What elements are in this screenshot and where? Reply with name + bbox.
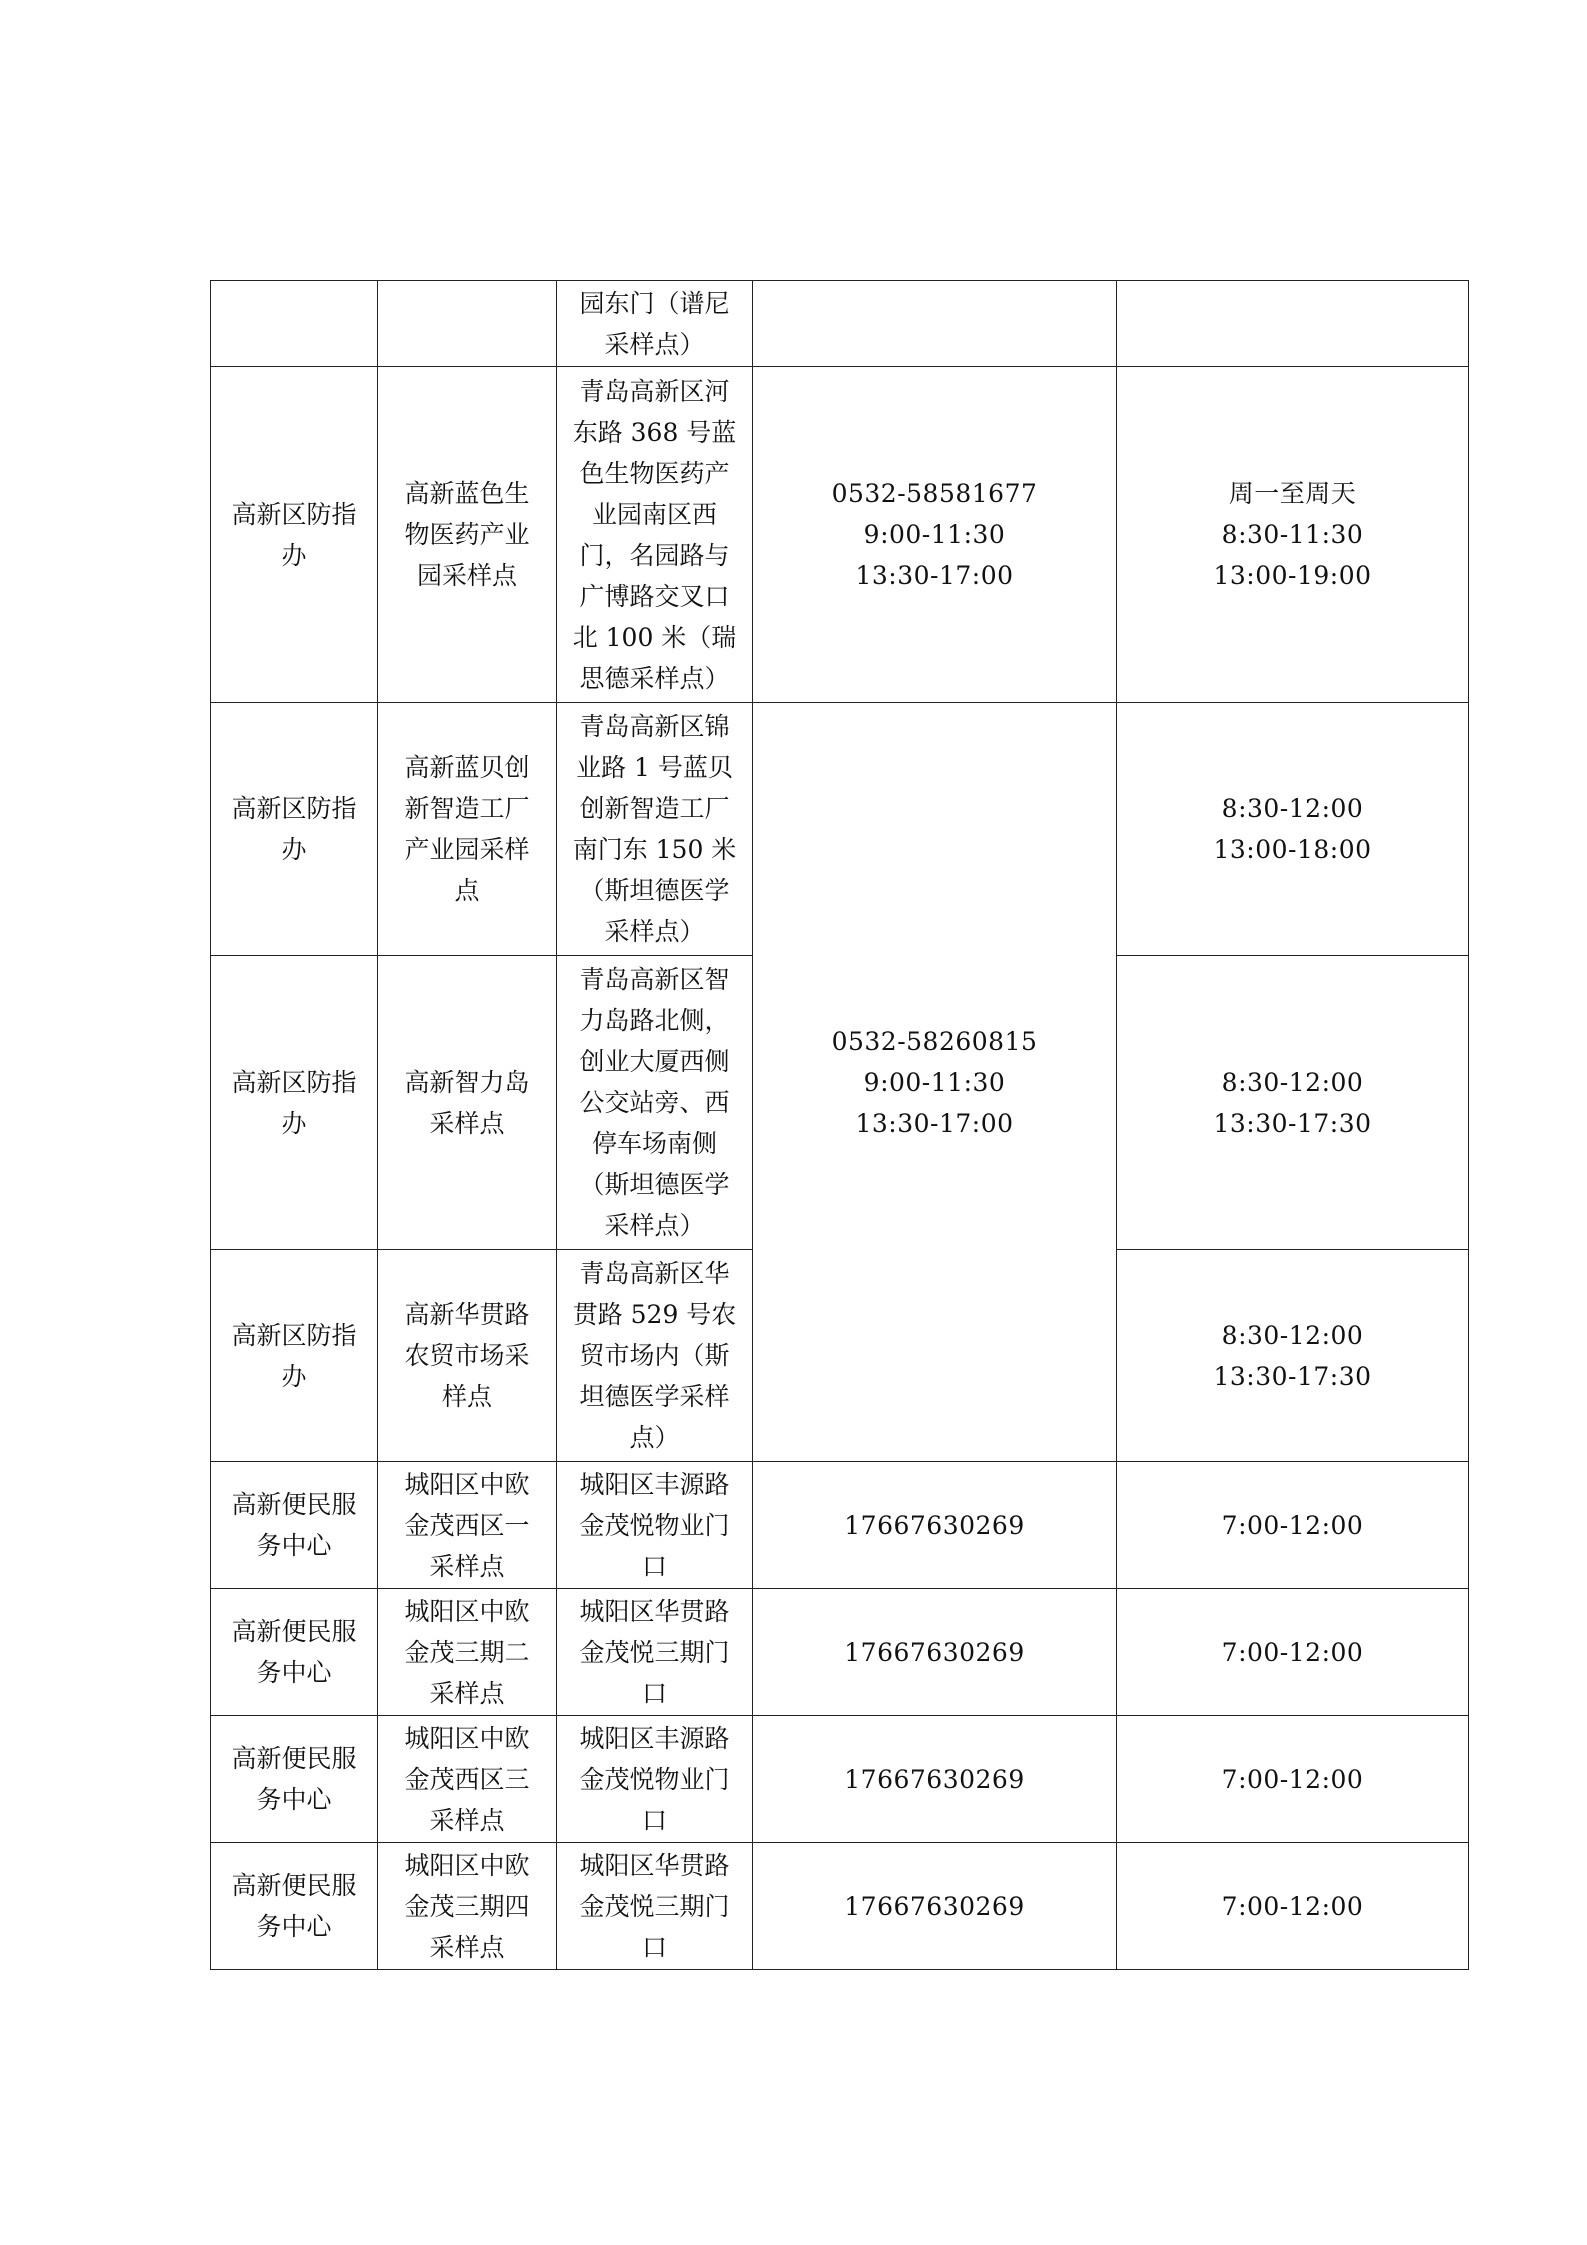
site-name-cell: 城阳区中欧 金茂三期四 采样点 [378, 1843, 557, 1970]
org-cell: 高新区防指 办 [211, 1250, 378, 1462]
phone-cell [753, 281, 1117, 367]
hours-cell: 8:30-12:00 13:00-18:00 [1117, 703, 1469, 956]
hours-cell: 7:00-12:00 [1117, 1589, 1469, 1716]
phone-cell: 17667630269 [753, 1716, 1117, 1843]
address-cell: 青岛高新区华 贯路 529 号农 贸市场内（斯 坦德医学采样 点） [557, 1250, 753, 1462]
sampling-sites-table [210, 280, 1469, 1970]
phone-cell: 17667630269 [753, 1843, 1117, 1970]
phone-cell: 17667630269 [753, 1589, 1117, 1716]
table-row [211, 1716, 1469, 1843]
org-cell: 高新区防指 办 [211, 956, 378, 1250]
site-name-cell: 城阳区中欧 金茂西区三 采样点 [378, 1716, 557, 1843]
site-name-cell: 城阳区中欧 金茂西区一 采样点 [378, 1462, 557, 1589]
address-cell: 园东门（谱尼 采样点） [557, 281, 753, 367]
site-name-cell: 高新蓝色生 物医药产业 园采样点 [378, 367, 557, 703]
address-cell: 青岛高新区智 力岛路北侧， 创业大厦西侧 公交站旁、西 停车场南侧 （斯坦德医学 采样点） [557, 956, 753, 1250]
hours-cell: 周一至周天 8:30-11:30 13:00-19:00 [1117, 367, 1469, 703]
site-name-cell: 高新华贯路 农贸市场采 样点 [378, 1250, 557, 1462]
org-cell: 高新便民服 务中心 [211, 1843, 378, 1970]
address-cell: 城阳区丰源路 金茂悦物业门 口 [557, 1462, 753, 1589]
address-cell: 城阳区华贯路 金茂悦三期门 口 [557, 1589, 753, 1716]
table-row [211, 1589, 1469, 1716]
phone-cell: 0532-58260815 9:00-11:30 13:30-17:00 [753, 703, 1117, 1462]
site-name-cell: 高新蓝贝创 新智造工厂 产业园采样 点 [378, 703, 557, 956]
address-cell: 青岛高新区锦 业路 1 号蓝贝 创新智造工厂 南门东 150 米 （斯坦德医学 采样点） [557, 703, 753, 956]
address-cell: 城阳区丰源路 金茂悦物业门 口 [557, 1716, 753, 1843]
site-name-cell [378, 281, 557, 367]
org-cell: 高新便民服 务中心 [211, 1716, 378, 1843]
table-row [211, 367, 1469, 703]
hours-cell: 8:30-12:00 13:30-17:30 [1117, 1250, 1469, 1462]
address-cell: 城阳区华贯路 金茂悦三期门 口 [557, 1843, 753, 1970]
site-name-cell: 高新智力岛 采样点 [378, 956, 557, 1250]
table-row [211, 1843, 1469, 1970]
org-cell: 高新区防指 办 [211, 367, 378, 703]
phone-cell: 17667630269 [753, 1462, 1117, 1589]
hours-cell: 8:30-12:00 13:30-17:30 [1117, 956, 1469, 1250]
hours-cell [1117, 281, 1469, 367]
phone-cell: 0532-58581677 9:00-11:30 13:30-17:00 [753, 367, 1117, 703]
hours-cell: 7:00-12:00 [1117, 1462, 1469, 1589]
table-row [211, 703, 1469, 956]
site-name-cell: 城阳区中欧 金茂三期二 采样点 [378, 1589, 557, 1716]
hours-cell: 7:00-12:00 [1117, 1843, 1469, 1970]
table-row [211, 281, 1469, 367]
org-cell: 高新便民服 务中心 [211, 1462, 378, 1589]
address-cell: 青岛高新区河 东路 368 号蓝 色生物医药产 业园南区西 门，名园路与 广博路交叉口 北 100 米（瑞 思德采样点） [557, 367, 753, 703]
hours-cell: 7:00-12:00 [1117, 1716, 1469, 1843]
table-row [211, 1462, 1469, 1589]
org-cell: 高新便民服 务中心 [211, 1589, 378, 1716]
org-cell: 高新区防指 办 [211, 703, 378, 956]
org-cell [211, 281, 378, 367]
